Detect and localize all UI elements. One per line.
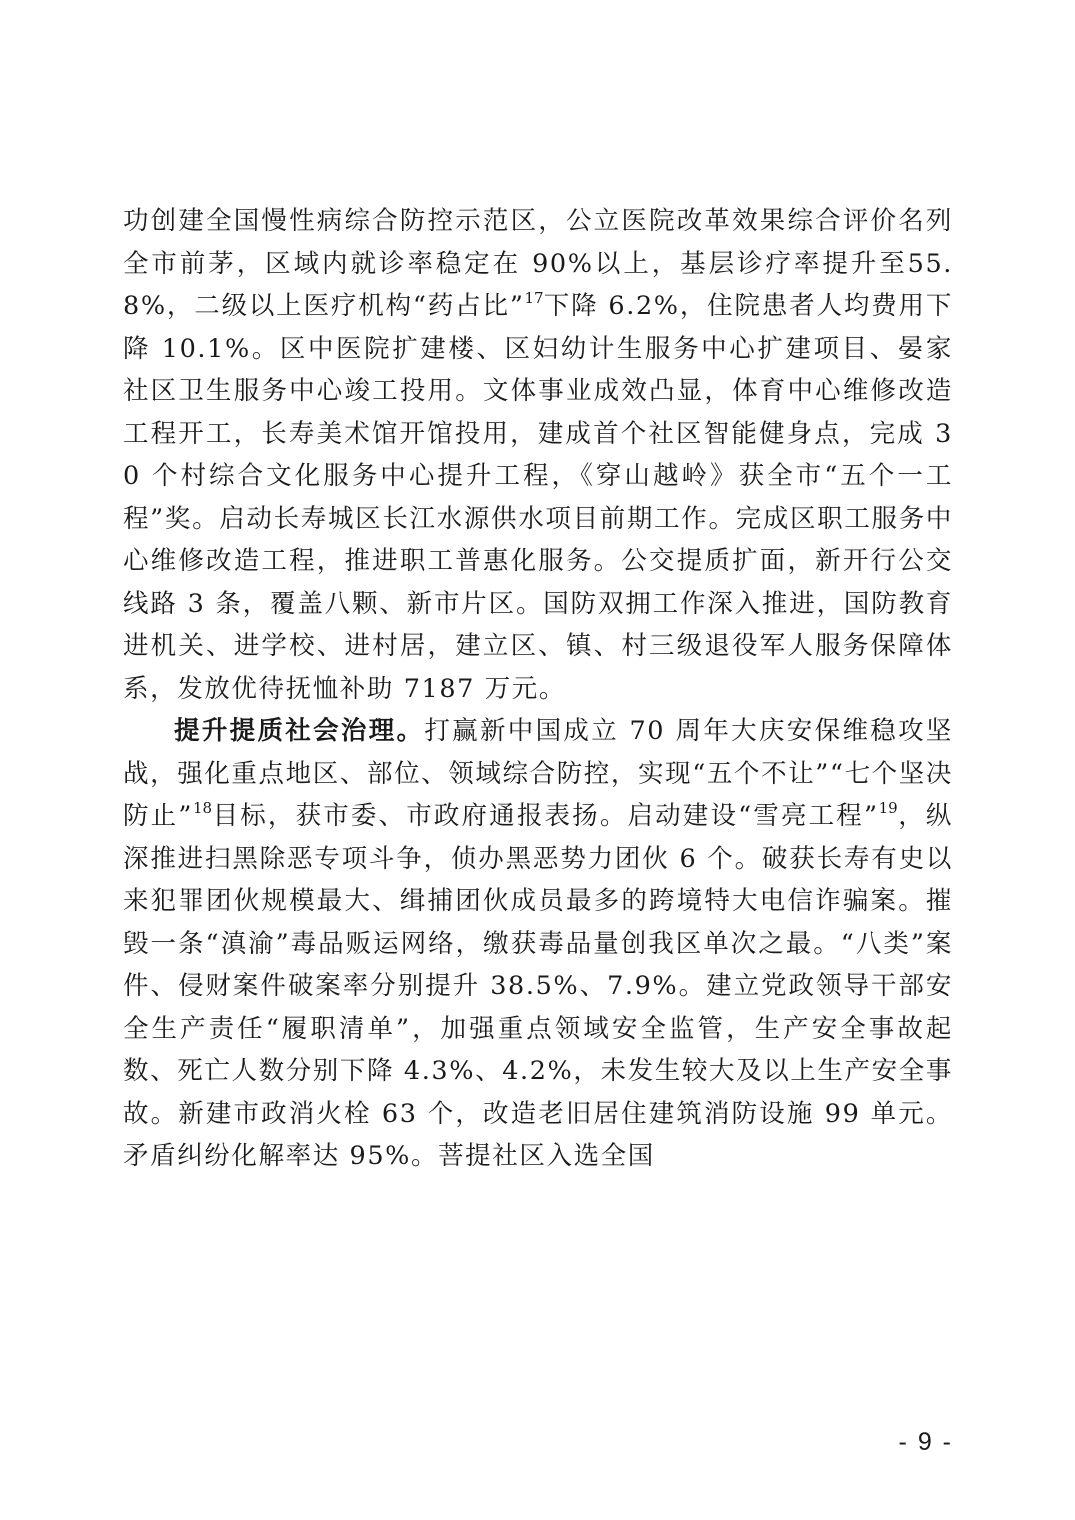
- paragraph-1-text-b: 下降 6.2%，住院患者人均费用下降 10.1%。区中医院扩建楼、区妇幼计生服务中心扩建项目、晏家社区卫生服务中心竣工投用。文体事业成效凸显，体育中心维修改造工程开工，长寿美术馆开馆投用，建成首个社区智能健身点，完成 30 个村综合文化服务中心提升工程，《穿山越岭》获全市“五个一工程”奖。启动长寿城区长江水源供水项目前期工作。完成区职工服务中心维修改造工程，推进职工普惠化服务。公交提质扩面，新开行公交线路 3 条，覆盖八颗、新市片区。国防双拥工作深入推进，国防教育进机关、进学校、进村居，建立区、镇、村三级退役军人服务保障体系，发放优待抚恤补助 7187 万元。: [123, 291, 953, 704]
- paragraph-2-heading: 提升提质社会治理。: [174, 716, 425, 746]
- paragraph-1-text-a: 功创建全国慢性病综合防控示范区，公立医院改革效果综合评价名列全市前茅，区域内就诊率稳定在 90%以上，基层诊疗率提升至55.8%，二级以上医疗机构“药占比”: [123, 206, 953, 321]
- paragraph-2-text-c: ，纵深推进扫黑除恶专项斗争，侦办黑恶势力团伙 6 个。破获长寿有史以来犯罪团伙规模最大、缉捕团伙成员最多的跨境特大电信诈骗案。摧毁一条“滇渝”毒品贩运网络，缴获毒品量创我区单次之最。“八类”案件、侵财案件破案率分别提升 38.5%、7.9%。建立党政领导干部安全生产责任“履职清单”，加强重点领域安全监管，生产安全事故起数、死亡人数分别下降 4.3%、4.2%，未发生较大及以上生产安全事故。新建市政消火栓 63 个，改造老旧居住建筑消防设施 99 单元。矛盾纠纷化解率达 95%。菩提社区入选全国: [123, 801, 953, 1171]
- paragraph-social-governance: [123, 710, 953, 1178]
- footnote-ref-19[interactable]: 19: [878, 799, 898, 817]
- paragraph-2-text-b: 目标，获市委、市政府通报表扬。启动建设“雪亮工程”: [212, 801, 879, 831]
- body-text: [123, 200, 953, 1178]
- paragraph-2-text-a: 打赢新中国成立 70 周年大庆安保维稳攻坚战，强化重点地区、部位、领域综合防控，实现“五个不让”“七个坚决防止”: [123, 716, 953, 831]
- footnote-ref-17[interactable]: 17: [524, 289, 544, 307]
- page-number: - 9 -: [898, 1428, 953, 1456]
- paragraph-health-culture: [123, 200, 953, 710]
- footnote-ref-18[interactable]: 18: [192, 799, 213, 817]
